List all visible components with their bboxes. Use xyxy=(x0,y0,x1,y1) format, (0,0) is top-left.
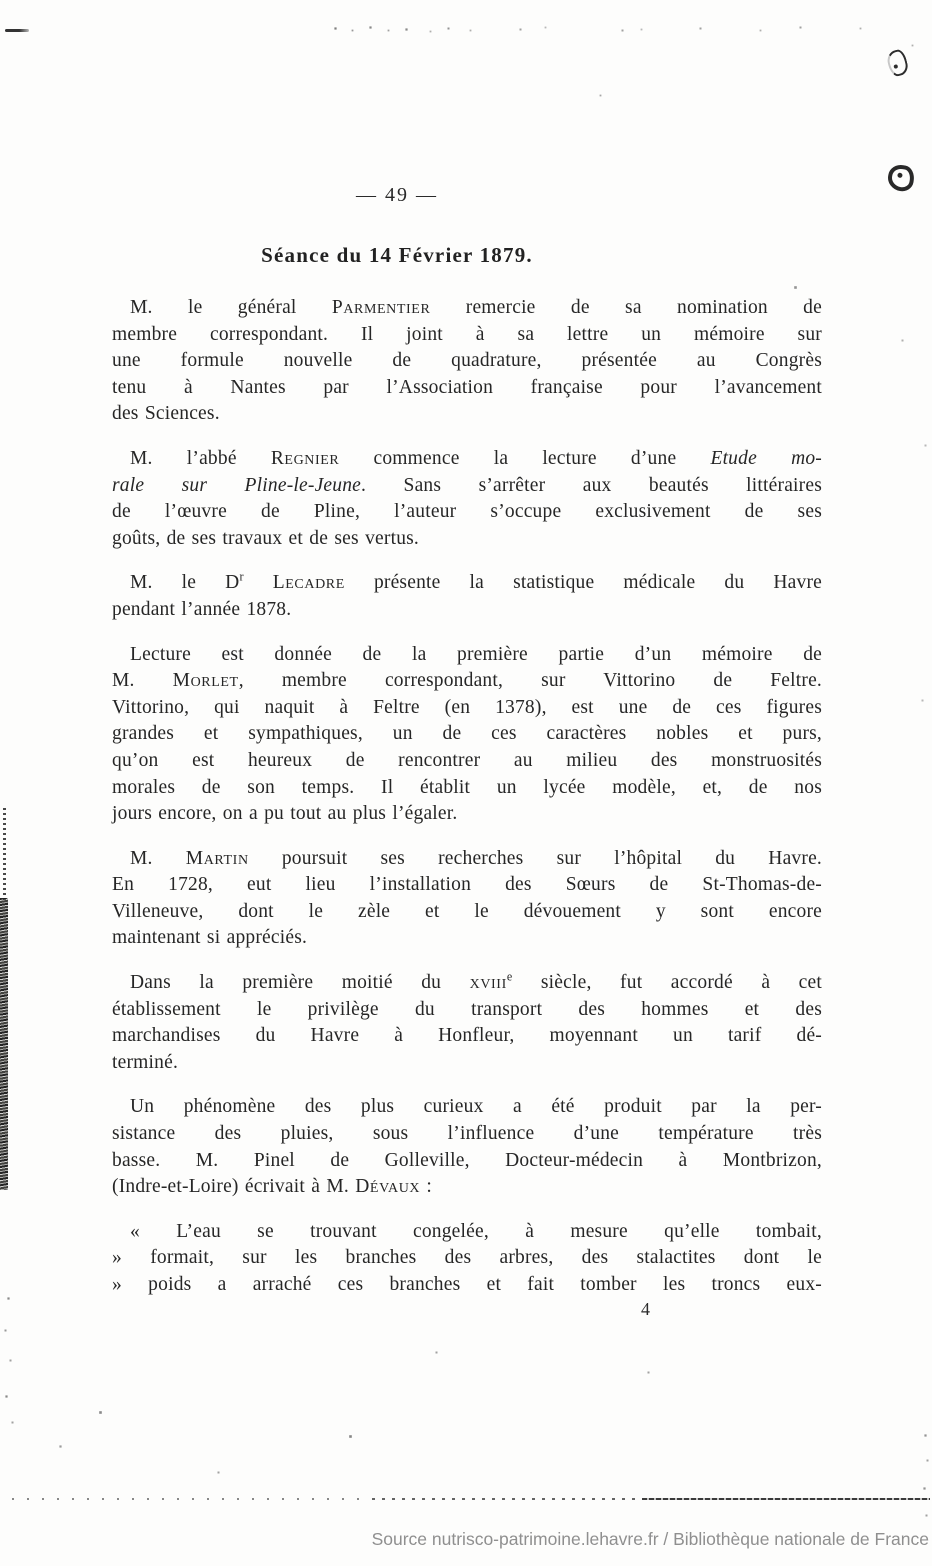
text-segment: maintenant si appréciés. xyxy=(112,927,308,949)
text-segment: En 1728, eut lieu l’installation des Sœurs de St-Thomas-de- xyxy=(112,874,822,896)
printer-signature-mark: 4 xyxy=(641,1299,650,1319)
text-line xyxy=(112,997,822,1024)
text-segment: Un phénomène des plus curieux a été produit par la per- xyxy=(130,1096,822,1118)
text-segment: e xyxy=(506,969,513,984)
text-segment: rale sur Pline-le-Jeune xyxy=(112,474,362,496)
text-segment: Dévaux xyxy=(355,1176,421,1198)
text-line xyxy=(112,473,822,500)
text-line xyxy=(112,899,822,926)
text-line xyxy=(112,1148,822,1175)
text-segment: membre correspondant. Il joint à sa lettre un mémoire sur xyxy=(112,323,822,345)
text-segment: remercie de sa nomination de xyxy=(430,297,822,318)
text-line xyxy=(112,801,822,828)
text-line xyxy=(112,668,822,695)
text-segment: Morlet xyxy=(172,670,239,692)
text-line xyxy=(112,642,822,669)
text-segment: basse. M. Pinel de Golleville, Docteur-médecin à Montbrizon, xyxy=(112,1149,822,1171)
text-segment: , membre correspondant, sur Vittorino de Feltre. xyxy=(238,670,823,692)
text-segment: xviii xyxy=(469,972,507,994)
text-segment: M. le D xyxy=(130,572,240,594)
text-segment: commence la lecture d’une xyxy=(339,447,711,469)
paragraph xyxy=(112,295,822,428)
scan-edge-mark xyxy=(5,29,29,32)
text-segment: Parmentier xyxy=(331,297,431,318)
paragraph xyxy=(112,846,822,952)
text-line xyxy=(112,925,822,952)
text-line xyxy=(112,401,822,428)
text-segment: M. le général xyxy=(130,297,332,318)
paragraph xyxy=(112,446,822,552)
dotted-line-segment xyxy=(372,1498,642,1500)
text-line xyxy=(112,1050,822,1077)
ink-blot-icon xyxy=(885,48,910,78)
text-segment: tenu à Nantes par l’Association française pour l’avancement xyxy=(112,376,822,398)
paragraph xyxy=(112,1219,822,1299)
text-segment: morales de son temps. Il établit un lycée modèle, et, de nos xyxy=(112,776,822,798)
text-segment: grandes et sympathiques, un de ces caractères nobles et purs, xyxy=(112,723,822,745)
text-line xyxy=(112,1023,822,1050)
text-segment: Etude mo- xyxy=(710,447,823,469)
scan-noise-speckles xyxy=(0,0,1,1)
text-line xyxy=(112,872,822,899)
document-body xyxy=(112,295,822,1317)
text-segment: . Sans s’arrêter aux beautés littéraires xyxy=(361,474,823,496)
section-heading: Séance du 14 Février 1879. xyxy=(261,243,533,267)
text-segment: M. l’abbé xyxy=(130,447,271,469)
text-segment: Martin xyxy=(185,847,249,869)
text-line xyxy=(112,1121,822,1148)
text-line xyxy=(112,1272,822,1299)
text-line xyxy=(112,526,822,553)
paragraph xyxy=(112,1094,822,1200)
text-segment: M. xyxy=(112,670,173,692)
text-segment: : xyxy=(420,1176,433,1198)
text-line xyxy=(112,1245,822,1272)
text-line xyxy=(112,295,822,322)
text-segment: r xyxy=(239,569,244,584)
binding-gutter-shadow xyxy=(0,898,8,1190)
text-segment: M. xyxy=(130,847,186,869)
page-number: — 49 — xyxy=(356,184,438,206)
text-segment: Regnier xyxy=(270,447,340,469)
text-segment: » poids a arraché ces branches et fait tomber les troncs eux- xyxy=(112,1274,822,1295)
paragraph xyxy=(112,970,822,1076)
text-segment: » formait, sur les branches des arbres, des stalactites dont le xyxy=(112,1247,822,1269)
text-segment: jours encore, on a pu tout au plus l’égaler. xyxy=(112,803,458,825)
text-segment: siècle, fut accordé à cet xyxy=(512,972,822,994)
text-line xyxy=(112,322,822,349)
text-segment: présente la statistique médicale du Havre xyxy=(344,572,822,594)
text-segment: Villeneuve, dont le zèle et le dévouement y sont encore xyxy=(112,900,822,922)
source-credit: Source nutrisco-patrimoine.lehavre.fr / Bibliothèque nationale de France xyxy=(371,1529,929,1549)
text-line xyxy=(112,748,822,775)
ink-blot-icon xyxy=(886,163,916,193)
text-segment: marchandises du Havre à Honfleur, moyennant un tarif dé- xyxy=(112,1025,822,1047)
text-segment: terminé. xyxy=(112,1051,179,1073)
text-line xyxy=(112,721,822,748)
text-line xyxy=(112,970,822,997)
text-segment: Lecadre xyxy=(272,572,345,594)
text-line xyxy=(112,1094,822,1121)
text-line xyxy=(112,1219,822,1246)
text-line xyxy=(112,375,822,402)
text-line xyxy=(112,1174,822,1201)
text-line xyxy=(112,597,822,624)
text-line xyxy=(112,446,822,473)
text-segment: Vittorino, qui naquit à Feltre (en 1378), est une de ces figures xyxy=(112,696,822,718)
paragraph xyxy=(112,570,822,623)
binding-gutter-shadow xyxy=(3,808,6,903)
text-segment: poursuit ses recherches sur l’hôpital du Havre. xyxy=(248,847,823,869)
text-line xyxy=(112,348,822,375)
text-line xyxy=(112,846,822,873)
text-segment: de l’œuvre de Pline, l’auteur s’occupe exclusivement de ses xyxy=(112,501,822,523)
text-segment: goûts, de ses travaux et de ses vertus. xyxy=(112,527,420,549)
text-segment: des Sciences. xyxy=(112,403,220,425)
text-line xyxy=(112,570,822,597)
text-segment xyxy=(244,572,273,593)
text-segment: qu’on est heureux de rencontrer au milieu des monstruosités xyxy=(112,749,822,771)
text-line xyxy=(112,695,822,722)
text-segment: pendant l’année 1878. xyxy=(112,598,292,620)
text-segment: établissement le privilège du transport des hommes et des xyxy=(112,998,822,1020)
text-segment: Lecture est donnée de la première partie d’un mémoire de xyxy=(130,643,822,665)
text-segment: une formule nouvelle de quadrature, présentée au Congrès xyxy=(112,350,822,372)
dotted-line-segment xyxy=(642,1498,930,1501)
scan-fold-dotted-line xyxy=(0,1497,932,1500)
text-segment: (Indre-et-Loire) écrivait à M. xyxy=(112,1176,356,1198)
text-segment: « L’eau se trouvant congelée, à mesure qu’elle tombait, xyxy=(130,1220,822,1242)
paragraph xyxy=(112,642,822,828)
text-segment: Dans la première moitié du xyxy=(130,972,470,994)
dotted-line-segment xyxy=(12,1498,372,1500)
text-segment: sistance des pluies, sous l’influence d’une température très xyxy=(112,1123,822,1145)
text-line xyxy=(112,499,822,526)
text-line xyxy=(112,775,822,802)
